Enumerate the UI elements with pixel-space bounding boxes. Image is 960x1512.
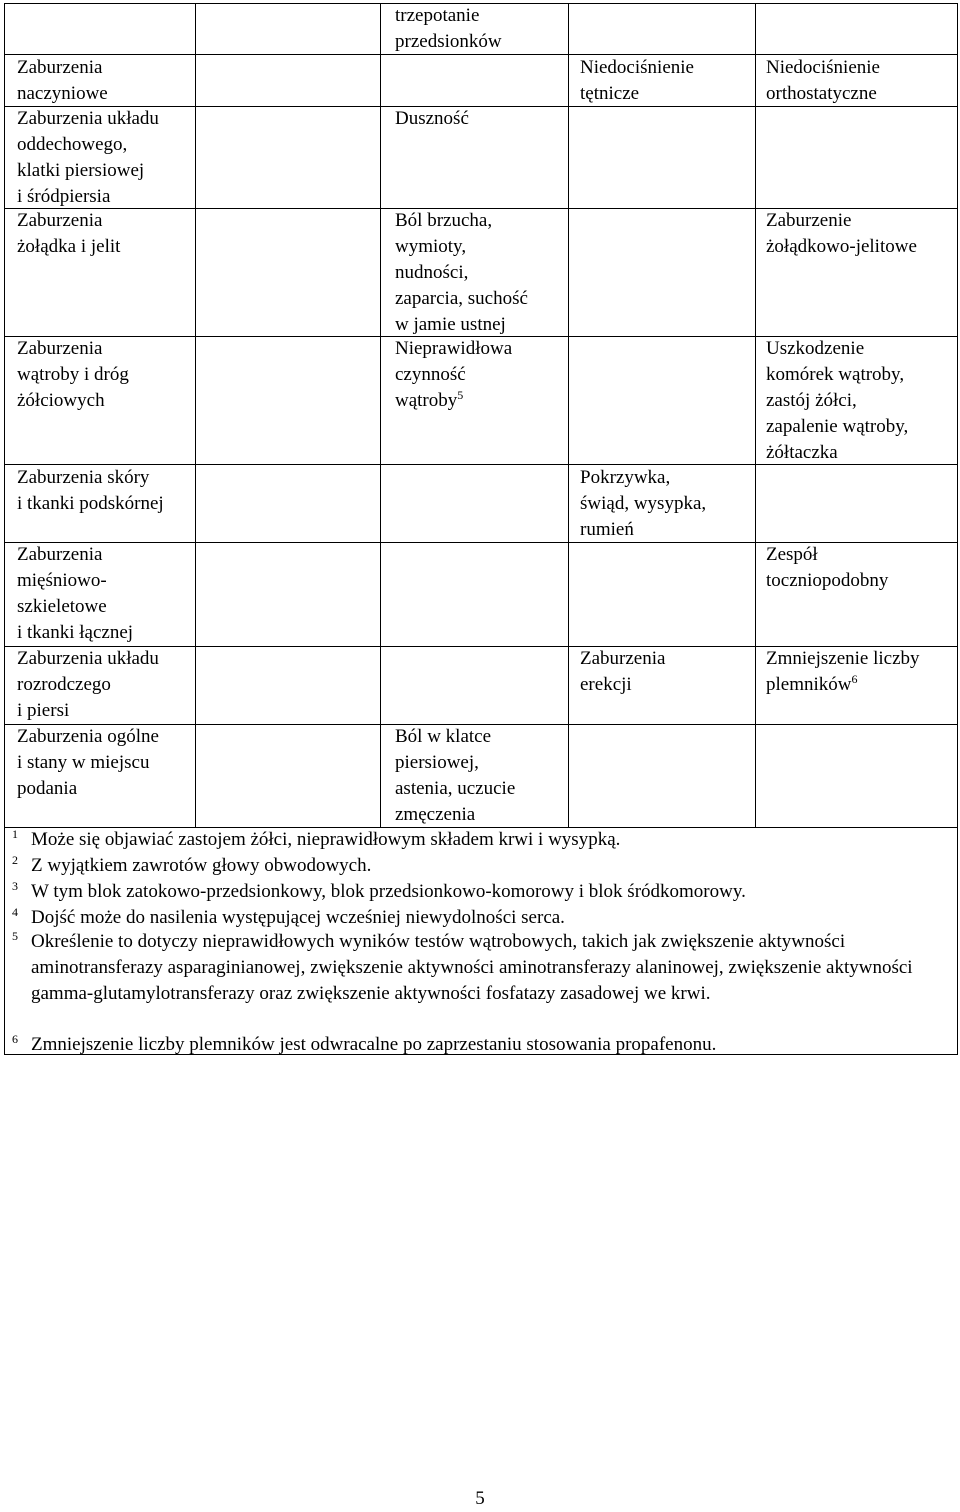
cell-adverse-effect: Uszkodzenie komórek wątroby, zastój żółci, zapalenie wątroby, żółtaczka [766,338,909,463]
column-divider [755,3,756,827]
cell-organ-class: Zaburzenia żołądka i jelit [17,210,121,257]
column-divider [195,3,196,827]
cell-adverse-effect [395,336,512,414]
cell-organ-class: Zaburzenia ogólne i stany w miejscu podania [17,726,159,799]
footnote: $^6$ Zmniejszenie liczby plemników jest odwracalne po zaprzestaniu stosowania propafenonu. [12,1032,717,1055]
footnote-ref: 6 [851,672,858,686]
footnote: $^2$ Z wyjątkiem zawrotów głowy obwodowych. [12,853,372,876]
cell-organ-class: Zaburzenia układu oddechowego, klatki piersiowej i śródpiersia [17,108,159,207]
cell-adverse-effect: Duszność [395,108,469,129]
footnote: $^5$ Określenie to dotyczy nieprawidłowych wyników testów wątrobowych, takich jak zwiększenie aktywności aminotransferazy asparaginianowej, zwiększenie aktywności aminotransferazy alaninowej, zwiększenie aktywności gamma-glutamylotransferazy oraz zwiększenie aktywności fosfatazy zasadowej we krwi. [12,929,913,1004]
footnote: $^4$ Dojść może do nasilenia występującej wcześniej niewydolności serca. [12,905,565,928]
column-divider [380,3,381,827]
footnote-ref: 5 [457,388,464,402]
cell-organ-class: Zaburzenia naczyniowe [17,57,108,104]
footnote: $^1$ Może się objawiać zastojem żółci, nieprawidłowym składem krwi i wysypką. [12,827,621,850]
footnote-text: Dojść może do nasilenia występującej wcześniej niewydolności serca. [31,907,565,928]
cell-adverse-effect: Zespół toczniopodobny [766,544,889,591]
cell-organ-class: Zaburzenia układu rozrodczego i piersi [17,648,159,721]
cell-adverse-effect: Pokrzywka, świąd, wysypka, rumień [580,467,707,540]
footnote-text: Zmniejszenie liczby plemników jest odwracalne po zaprzestaniu stosowania propafenonu. [31,1034,717,1055]
cell-text: Nieprawidłowa czynność wątroby [395,338,513,411]
cell-adverse-effect: Zaburzenia erekcji [580,648,666,695]
cell-adverse-effect [766,646,920,698]
cell-adverse-effect: trzepotanie przedsionków [395,5,502,52]
cell-organ-class: Zaburzenia skóry i tkanki podskórnej [17,467,164,514]
cell-organ-class: Zaburzenia wątroby i dróg żółciowych [17,338,129,411]
footnote-text: Może się objawiać zastojem żółci, nieprawidłowym składem krwi i wysypką. [31,829,621,850]
cell-adverse-effect: Niedociśnienie tętnicze [580,57,694,104]
footnote-text: Określenie to dotyczy nieprawidłowych wyników testów wątrobowych, takich jak zwiększenie aktywności aminotransferazy asparaginianowej, zwiększenie aktywności aminotransferazy alaninowej, zwiększenie aktywności gamma-glutamylotransferazy oraz zwiększenie aktywności fosfatazy zasadowej we krwi. [31,931,913,1004]
cell-adverse-effect: Ból w klatce piersiowej, astenia, uczucie zmęczenia [395,726,516,825]
cell-adverse-effect: Niedociśnienie orthostatyczne [766,57,880,104]
cell-text: Zmniejszenie liczby plemników [766,648,920,695]
cell-adverse-effect: Zaburzenie żołądkowo-jelitowe [766,210,917,257]
cell-organ-class: Zaburzenia mięśniowo- szkieletowe i tkanki łącznej [17,544,134,643]
page-number: 5 [475,1488,485,1509]
cell-adverse-effect: Ból brzucha, wymioty, nudności, zaparcia, suchość w jamie ustnej [395,210,528,335]
footnote-text: Z wyjątkiem zawrotów głowy obwodowych. [31,855,372,876]
footnote-text: W tym blok zatokowo-przedsionkowy, blok przedsionkowo-komorowy i blok śródkomorowy. [31,881,746,902]
column-divider [568,3,569,827]
footnote: $^3$ W tym blok zatokowo-przedsionkowy, blok przedsionkowo-komorowy i blok śródkomorowy. [12,879,746,902]
